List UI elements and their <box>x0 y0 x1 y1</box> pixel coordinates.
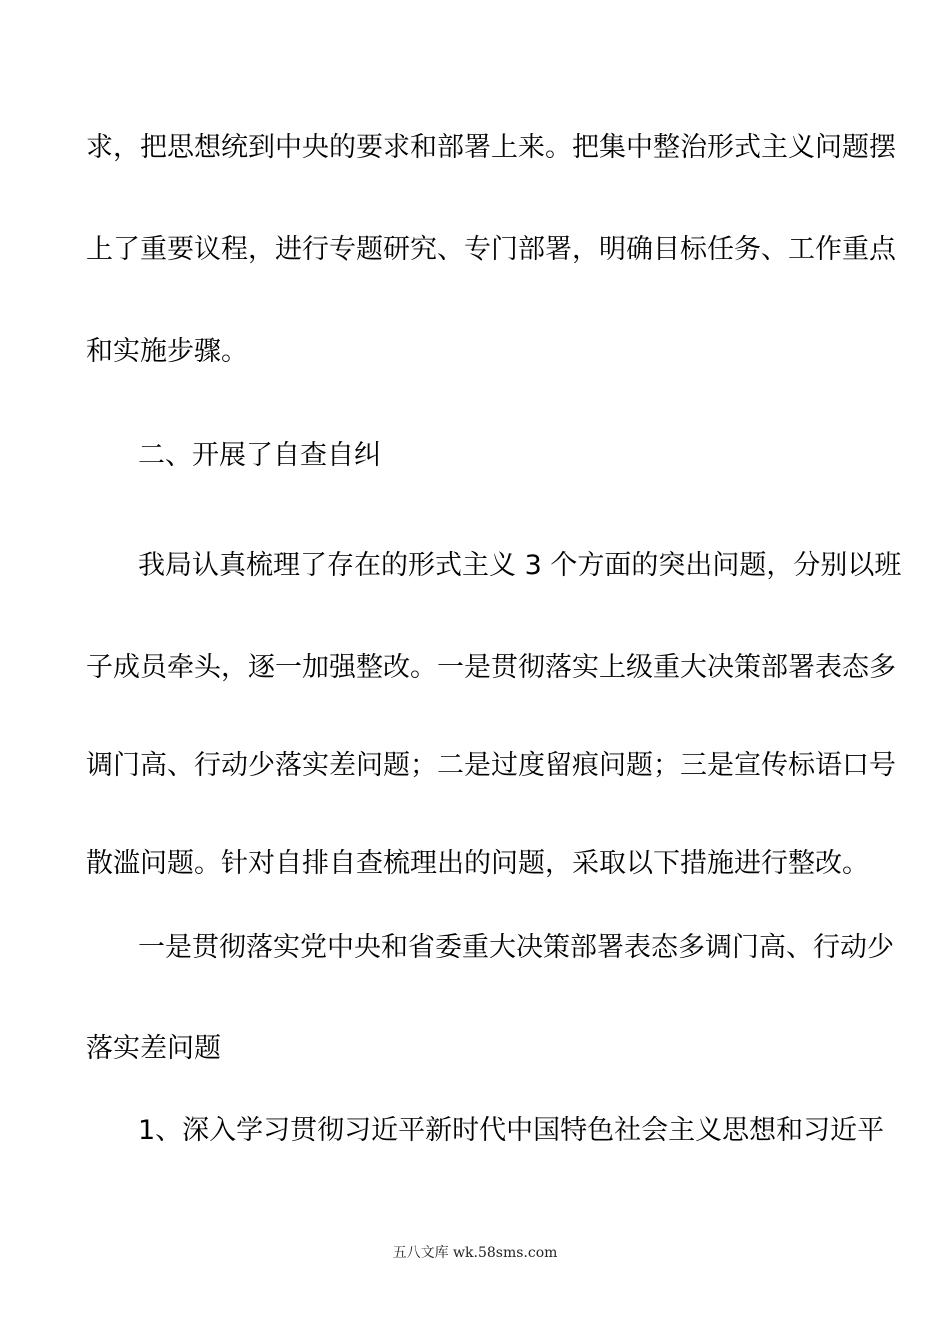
paragraph-line: 调门高、行动少落实差问题；二是过度留痕问题；三是宣传标语口号 <box>86 750 896 781</box>
paragraph-line: 散滥问题。针对自排自查梳理出的问题，采取以下措施进行整改。 <box>86 848 869 879</box>
paragraph-line: 上了重要议程，进行专题研究、专门部署，明确目标任务、工作重点 <box>86 234 896 265</box>
paragraph-line: 一是贯彻落实党中央和省委重大决策部署表态多调门高、行动少 <box>138 932 894 963</box>
paragraph-line: 落实差问题 <box>86 1033 221 1064</box>
section-heading: 二、开展了自查自纠 <box>138 440 381 471</box>
paragraph-line: 和实施步骤。 <box>86 336 248 367</box>
paragraph-line: 我局认真梳理了存在的形式主义 3 个方面的突出问题，分别以班 <box>138 550 902 581</box>
list-item-line: 1、深入学习贯彻习近平新时代中国特色社会主义思想和习近平 <box>138 1115 885 1146</box>
paragraph-line: 子成员牵头，逐一加强整改。一是贯彻落实上级重大决策部署表态多 <box>86 652 896 683</box>
page-footer: 五八文库 wk.58sms.com <box>392 1245 558 1261</box>
paragraph-line: 求，把思想统到中央的要求和部署上来。把集中整治形式主义问题摆 <box>86 132 896 163</box>
